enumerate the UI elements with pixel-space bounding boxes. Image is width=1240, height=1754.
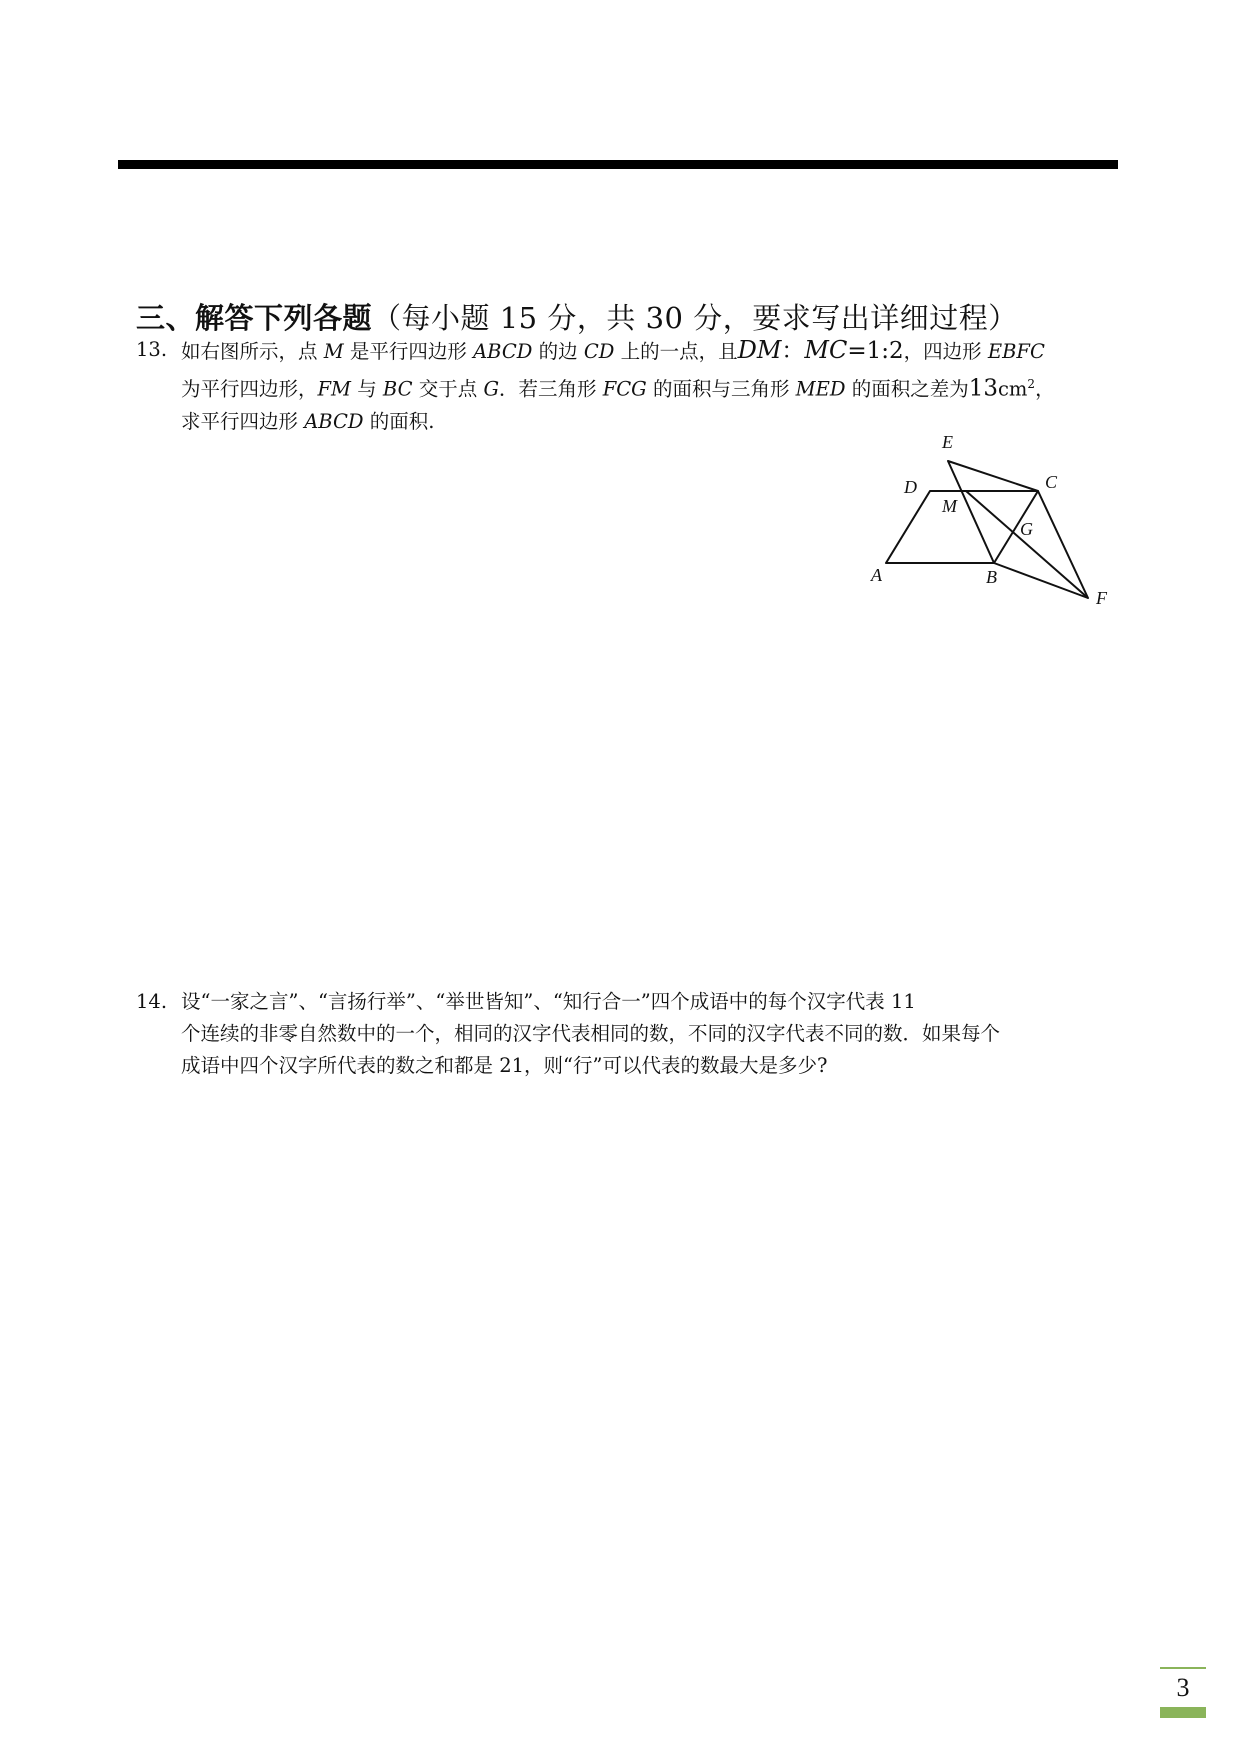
problem-number: 13. xyxy=(136,338,168,361)
label-e: E xyxy=(942,432,953,452)
header-rule xyxy=(118,160,1118,169)
label-f: F xyxy=(1096,588,1107,608)
page-number-block xyxy=(1160,1667,1206,1718)
problem-line-1: 如右图所示，点 M 是平行四边形 ABCD 的边 CD 上的一点，且DM：MC=1:2，四边形 EBFC xyxy=(181,336,1045,364)
label-m: M xyxy=(942,496,957,516)
parallelogram-diagram xyxy=(862,427,1122,612)
problem-line-3: 求平行四边形 ABCD 的面积. xyxy=(181,409,435,433)
label-g: G xyxy=(1020,519,1033,539)
label-a: A xyxy=(871,565,882,585)
geometry-figure xyxy=(862,427,1122,612)
parallelogram-ebfc xyxy=(948,461,1088,598)
parallelogram-abcd xyxy=(886,491,1038,563)
section-title-main: 三、解答下列各题 xyxy=(136,301,373,335)
problem-number: 14. xyxy=(136,990,168,1013)
problem-text xyxy=(181,334,1116,438)
problem-line-3: 成语中四个汉字所代表的数之和都是 21，则“行”可以代表的数最大是多少? xyxy=(181,1054,828,1077)
page-number: 3 xyxy=(1176,1673,1190,1702)
section-title xyxy=(136,296,1018,337)
problem-line-2: 为平行四边形，FM 与 BC 交于点 G．若三角形 FCG 的面积与三角形 MED 的面积之差为$13cm^2$， xyxy=(181,375,1055,402)
page-number-bottom-bar xyxy=(1160,1707,1206,1718)
segment-fm xyxy=(966,491,1088,598)
section-title-note: （每小题 15 分，共 30 分，要求写出详细过程） xyxy=(372,301,1018,335)
problem-line-1: 设“一家之言”、“言扬行举”、“举世皆知”、“知行合一”四个成语中的每个汉字代表 11 xyxy=(181,990,916,1013)
problem-text xyxy=(181,986,1116,1082)
problem-14 xyxy=(136,986,1116,1082)
label-b: B xyxy=(986,567,997,587)
problem-line-2: 个连续的非零自然数中的一个，相同的汉字代表相同的数，不同的汉字代表不同的数．如果每个 xyxy=(181,1022,1001,1045)
label-d: D xyxy=(904,477,917,497)
problem-13 xyxy=(136,334,1116,438)
label-c: C xyxy=(1045,472,1058,492)
